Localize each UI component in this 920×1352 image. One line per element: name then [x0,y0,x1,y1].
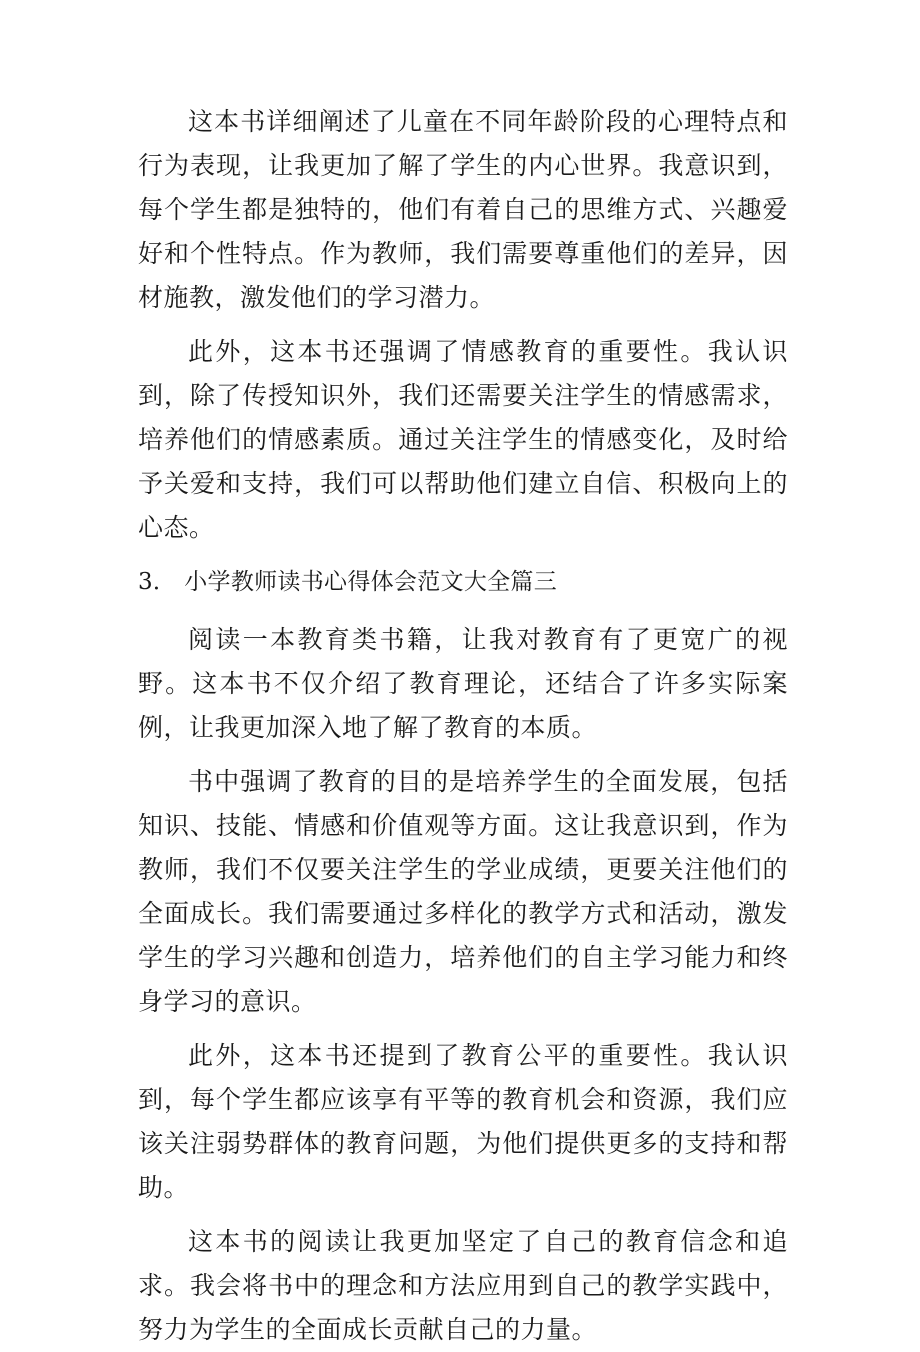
section-title: 小学教师读书心得体会范文大全篇三 [184,569,558,595]
paragraph-child-psychology: 这本书详细阐述了儿童在不同年龄阶段的心理特点和行为表现，让我更加了解了学生的内心世界。我意识到，每个学生都是独特的，他们有着自己的思维方式、兴趣爱好和个性特点。作为教师，我们需要尊重他们的差异，因材施教，激发他们的学习潜力。 [138,107,788,312]
document-body [138,100,788,1352]
paragraph-emotional-education: 此外，这本书还强调了情感教育的重要性。我认识到，除了传授知识外，我们还需要关注学生的情感需求，培养他们的情感素质。通过关注学生的情感变化，及时给予关爱和支持，我们可以帮助他们建立自信、积极向上的心态。 [138,337,788,542]
paragraph-holistic-development: 书中强调了教育的目的是培养学生的全面发展，包括知识、技能、情感和价值观等方面。这让我意识到，作为教师，我们不仅要关注学生的学业成绩，更要关注他们的全面成长。我们需要通过多样化的教学方式和活动，激发学生的学习兴趣和创造力，培养他们的自主学习能力和终身学习的意识。 [138,767,788,1016]
section-number: 3． [138,569,177,595]
paragraph-broader-vision: 阅读一本教育类书籍，让我对教育有了更宽广的视野。这本书不仅介绍了教育理论，还结合了许多实际案例，让我更加深入地了解了教育的本质。 [138,625,788,742]
section-heading [138,560,788,604]
paragraph-conclusion: 这本书的阅读让我更加坚定了自己的教育信念和追求。我会将书中的理念和方法应用到自己的教学实践中，努力为学生的全面成长贡献自己的力量。 [138,1227,788,1344]
paragraph-education-equity: 此外，这本书还提到了教育公平的重要性。我认识到，每个学生都应该享有平等的教育机会和资源，我们应该关注弱势群体的教育问题，为他们提供更多的支持和帮助。 [138,1041,788,1202]
